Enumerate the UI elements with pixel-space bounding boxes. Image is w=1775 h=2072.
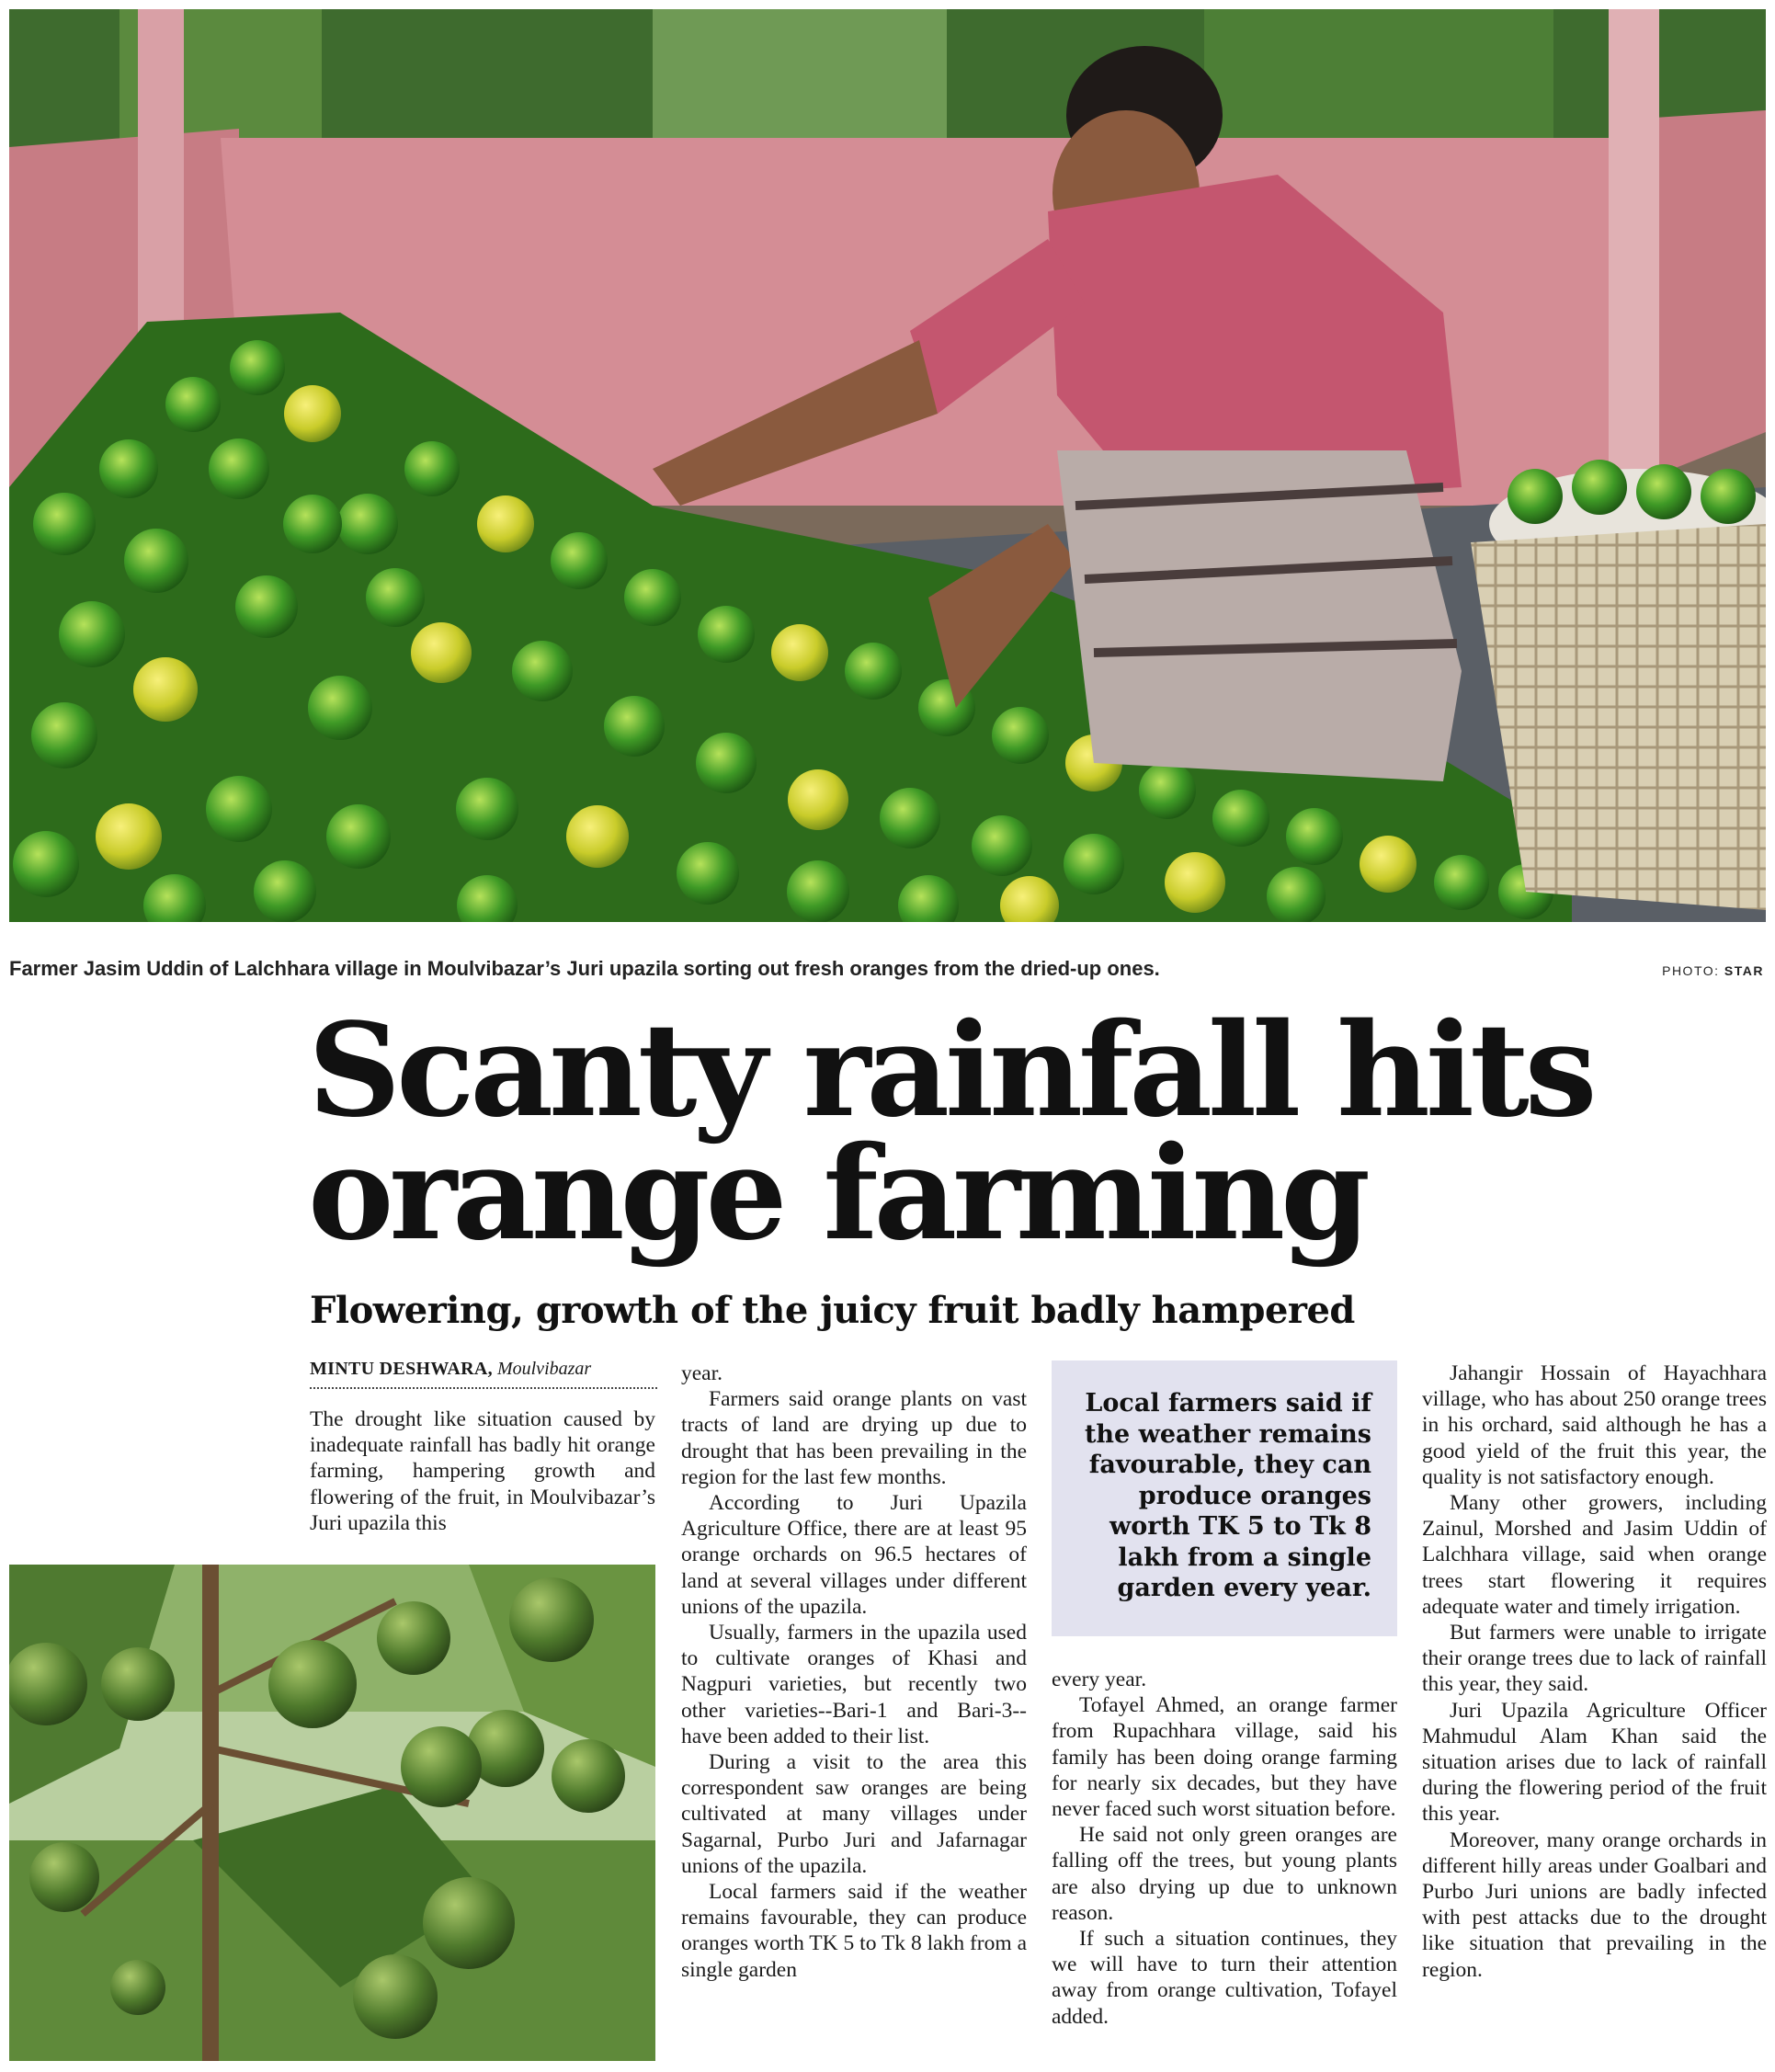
byline-place: Moulvibazar [496,1359,592,1379]
paragraph: Usually, farmers in the upazila used to cultivate oranges of Khasi and Nagpuri varieties, but recently two other varieties--Bari-1 and Bari-3-- have been added to their list. [681,1621,1027,1748]
article-column-4 [1422,1360,1767,1983]
subheadline: Flowering, growth of the juicy fruit badly hampered [310,1289,1355,1332]
paragraph: every year. [1052,1668,1147,1691]
byline-author: MINTU DESHWARA, [310,1359,493,1379]
paragraph: According to Juri Upazila Agriculture Office, there are at least 95 orange orchards on 96.5 hectares of land at several villages under different unions of the upazila. [681,1491,1027,1619]
oranges-on-tree-image [9,1565,655,2061]
paragraph: Farmers said orange plants on vast tracts of land are drying up due to drought that has been prevailing in the region for the last few months. [681,1387,1027,1489]
paragraph: year. [681,1361,723,1385]
photo-credit-label: PHOTO: [1662,963,1720,978]
photo-credit [1662,963,1764,978]
headline-line-1: Scanty rainfall hits [308,996,1593,1146]
paragraph: During a visit to the area this correspondent saw oranges are being cultivated at many villages under Sagarnal, Purbo Juri and Jafarnagar unions of the upazila. [681,1750,1027,1878]
paragraph: The drought like situation caused by inadequate rainfall has badly hit orange farming, hampering growth and flowering of the fruit, in Moulvibazar’s Juri upazila this [310,1407,655,1535]
photo-caption: Farmer Jasim Uddin of Lalchhara village in Moulvibazar’s Juri upazila sorting out fresh oranges from the dried-up ones. [9,957,1160,980]
paragraph: Jahangir Hossain of Hayachhara village, who has about 250 orange trees in his orchard, said although he has a good yield of the fruit this year, the quality is not satisfactory enough. [1422,1361,1767,1489]
headline [308,996,1595,1269]
headline-line-2: orange farming [308,1119,1367,1269]
byline [310,1359,657,1389]
paragraph: If such a situation continues, they we will have to turn their attention away from orange cultivation, Tofayel added. [1052,1927,1397,2029]
article-column-2 [681,1360,1027,1983]
article-column-3 [1052,1667,1397,2030]
paragraph: Moreover, many orange orchards in different hilly areas under Goalbari and Purbo Juri unions are badly infected with pest attacks due to the drought like situation that prevailing in the region. [1422,1827,1767,1982]
paragraph: Many other growers, including Zainul, Morshed and Jasim Uddin of Lalchhara village, said when orange trees start flowering it requires adequate water and timely irrigation. [1422,1491,1767,1619]
paragraph: Tofayel Ahmed, an orange farmer from Rupachhara village, said his family has been doing orange farming for nearly six decades, but they have never faced such worst situation before. [1052,1693,1397,1822]
paragraph: Local farmers said if the weather remains favourable, they can produce oranges worth TK 5 to Tk 8 lakh from a single garden [681,1880,1027,1982]
pull-quote: Local farmers said if the weather remains favourable, they can produce oranges worth TK 5 to Tk 8 lakh from a single garden every year. [1052,1360,1397,1636]
photo-credit-source: STAR [1724,963,1764,978]
paragraph: But farmers were unable to irrigate their orange trees due to lack of rainfall this year, they said. [1422,1621,1767,1697]
article-column-1 [310,1406,655,1536]
paragraph: Juri Upazila Agriculture Officer Mahmudul Alam Khan said the situation arises due to lack of rainfall during the flowering period of the fruit this year. [1422,1698,1767,1827]
secondary-photo [9,1565,655,2061]
paragraph: He said not only green oranges are falling off the trees, but young plants are also drying up due to unknown reason. [1052,1823,1397,1925]
farmer-sorting-oranges-image [9,9,1766,922]
main-photo [9,9,1766,922]
